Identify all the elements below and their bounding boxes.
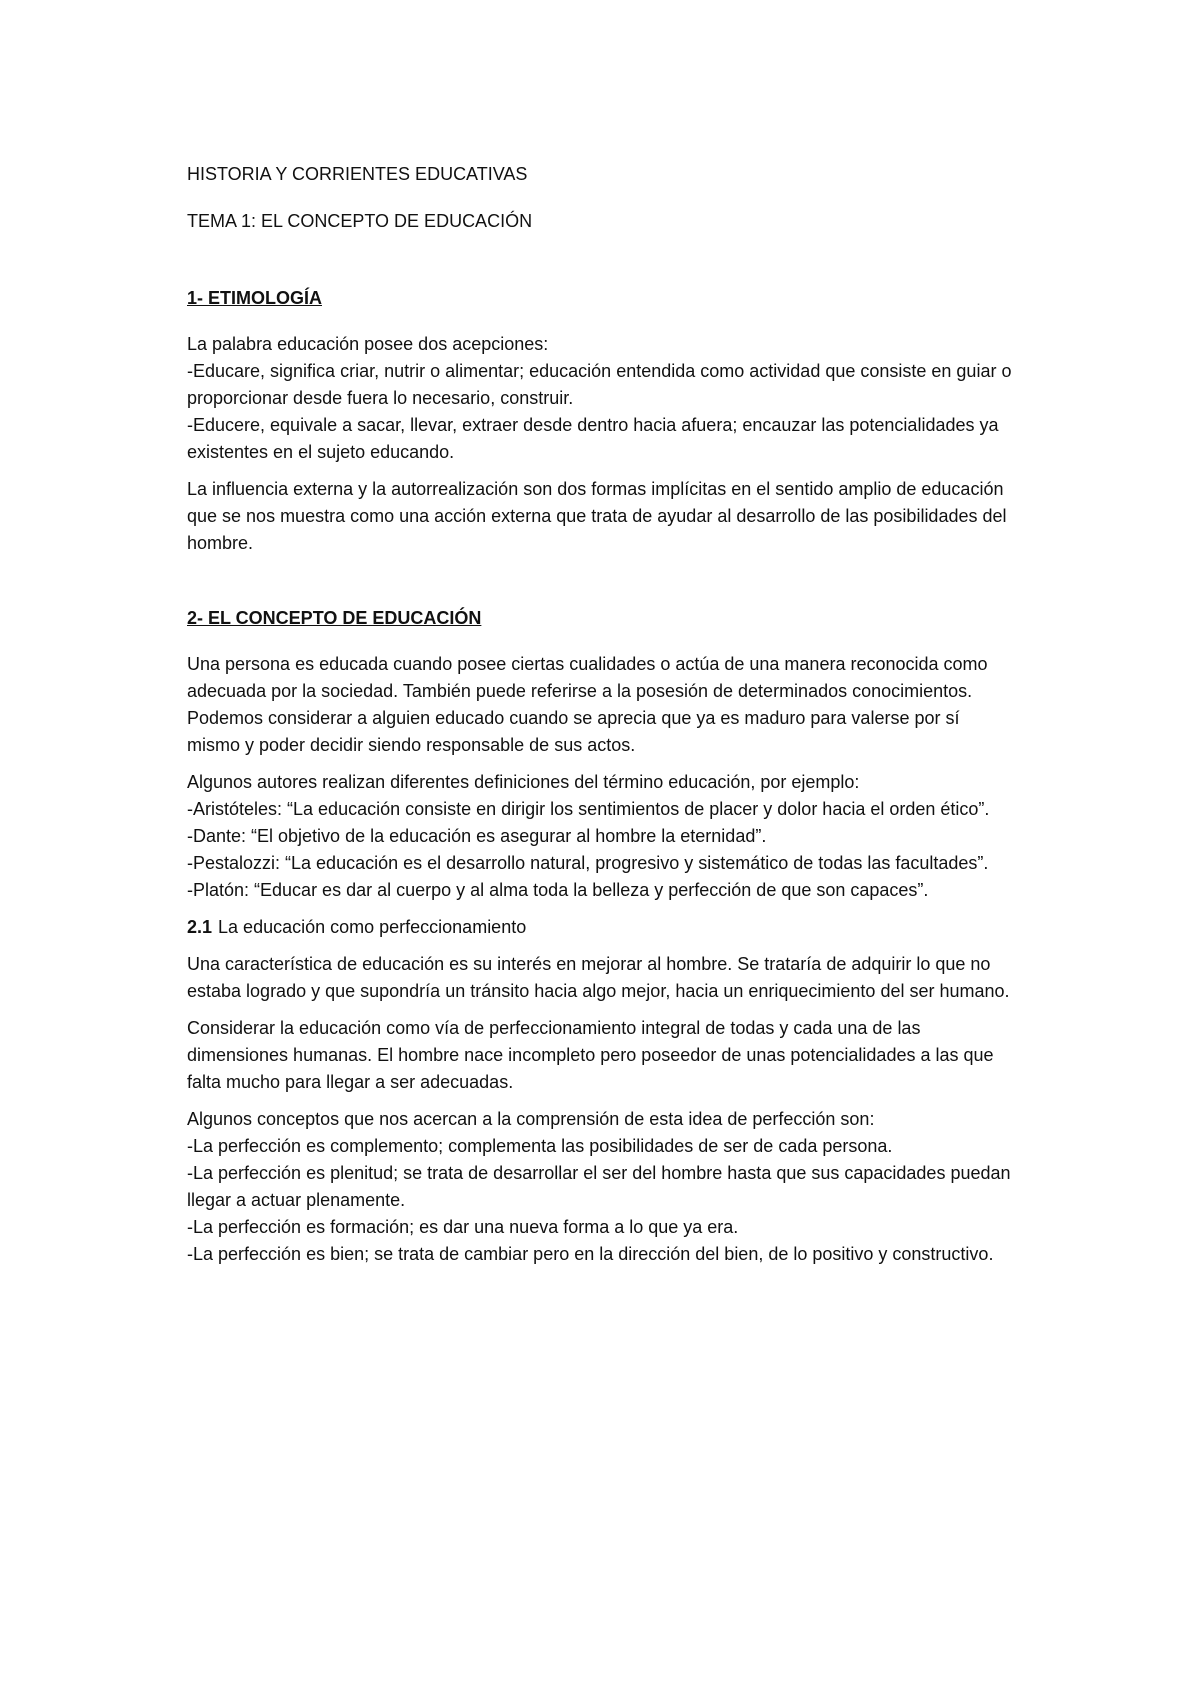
document-subtitle: TEMA 1: EL CONCEPTO DE EDUCACIÓN xyxy=(187,211,533,231)
section1-def-educare: -Educare, significa criar, nutrir o alimentar; educación entendida como actividad que consiste en guiar o proporcionar desde fuera lo necesario, construir. xyxy=(187,361,1012,408)
concept-complemento: -La perfección es complemento; complementa las posibilidades de ser de cada persona. xyxy=(187,1136,893,1156)
section2-authors-intro: Algunos autores realizan diferentes definiciones del término educación, por ejemplo: xyxy=(187,772,860,792)
section2-paragraph-1: Una persona es educada cuando posee ciertas cualidades o actúa de una manera reconocida como adecuada por la sociedad. También puede referirse a la posesión de determinados conocimientos. Podemos considerar a alguien educado cuando se aprecia que ya es maduro para valerse por sí mismo y poder decidir siendo responsable de sus actos. xyxy=(187,654,988,755)
subsection-paragraph-2: Considerar la educación como vía de perfeccionamiento integral de todas y cada una de las dimensiones humanas. El hombre nace incompleto pero poseedor de unas potencialidades a las que falta mucho para llegar a ser adecuadas. xyxy=(187,1018,994,1092)
section1-paragraph: La influencia externa y la autorrealización son dos formas implícitas en el sentido amplio de educación que se nos muestra como una acción externa que trata de ayudar al desarrollo de las posibilidades del hombre. xyxy=(187,479,1007,553)
section-heading-etimologia: 1- ETIMOLOGÍA xyxy=(187,288,322,308)
quote-platon: -Platón: “Educar es dar al cuerpo y al alma toda la belleza y perfección de que son capaces”. xyxy=(187,880,929,900)
concept-formacion: -La perfección es formación; es dar una nueva forma a lo que ya era. xyxy=(187,1217,739,1237)
quote-pestalozzi: -Pestalozzi: “La educación es el desarrollo natural, progresivo y sistemático de todas las facultades”. xyxy=(187,853,989,873)
concept-plenitud: -La perfección es plenitud; se trata de desarrollar el ser del hombre hasta que sus capacidades puedan llegar a actuar plenamente. xyxy=(187,1163,1011,1210)
section1-def-educere: -Educere, equivale a sacar, llevar, extraer desde dentro hacia afuera; encauzar las potencialidades ya existentes en el sujeto educando. xyxy=(187,415,999,462)
subsection-title: La educación como perfeccionamiento xyxy=(218,917,527,937)
section1-intro: La palabra educación posee dos acepciones: xyxy=(187,334,549,354)
concept-bien: -La perfección es bien; se trata de cambiar pero en la dirección del bien, de lo positivo y constructivo. xyxy=(187,1244,994,1264)
subsection-heading-perfeccionamiento xyxy=(187,914,1017,941)
document-content xyxy=(187,161,1017,1268)
quote-dante: -Dante: “El objetivo de la educación es asegurar al hombre la eternidad”. xyxy=(187,826,767,846)
subsection-paragraph-1: Una característica de educación es su interés en mejorar al hombre. Se trataría de adquirir lo que no estaba logrado y que supondría un tránsito hacia algo mejor, hacia un enriquecimiento del ser humano. xyxy=(187,954,1010,1001)
section-heading-concepto: 2- EL CONCEPTO DE EDUCACIÓN xyxy=(187,608,482,628)
quote-aristoteles: -Aristóteles: “La educación consiste en dirigir los sentimientos de placer y dolor hacia el orden ético”. xyxy=(187,799,990,819)
subsection-number: 2.1 xyxy=(187,917,213,937)
concepts-intro: Algunos conceptos que nos acercan a la comprensión de esta idea de perfección son: xyxy=(187,1109,875,1129)
document-title: HISTORIA Y CORRIENTES EDUCATIVAS xyxy=(187,164,528,184)
